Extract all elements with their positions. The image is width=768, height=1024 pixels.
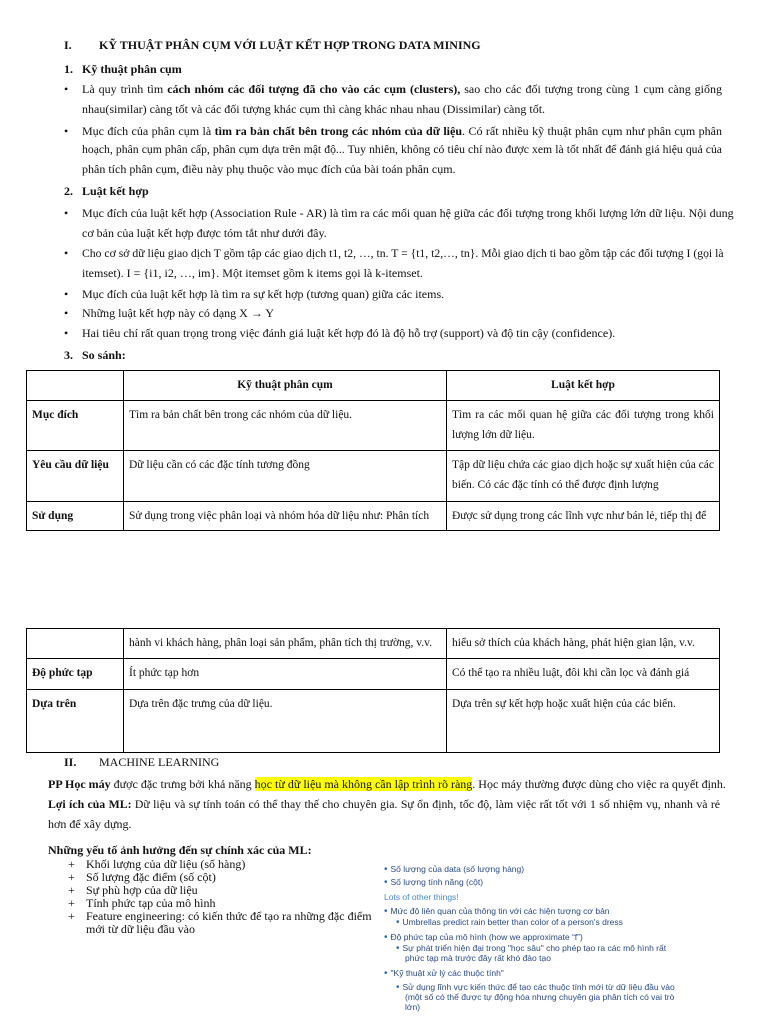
factor-item: + Số lượng đặc điểm (số cột)	[68, 870, 216, 884]
section-1-title: KỸ THUẬT PHÂN CỤM VỚI LUẬT KẾT HỢP TRONG DATA MINING	[99, 38, 481, 52]
factor-item: + Khối lượng của dữ liệu (số hàng)	[68, 857, 246, 871]
bullet-icon: •	[396, 982, 400, 993]
table-header-cell: Luật kết hợp	[447, 371, 720, 401]
sub-1-title: Kỹ thuật phân cụm	[82, 62, 182, 76]
sub-3-title: So sánh:	[82, 348, 126, 362]
factor-item: + Tính phức tạp của mô hình	[68, 896, 216, 910]
table-cell: Ít phức tạp hơn	[124, 659, 447, 690]
bullet-icon: •	[384, 877, 388, 888]
table-header-cell: Kỹ thuật phân cụm	[124, 371, 447, 401]
factor-item: + Sự phù hợp của dữ liệu	[68, 883, 198, 897]
cluster-bullet-2-line-1: Mục đích của phân cụm là tìm ra bản chất bên trong các nhóm của dữ liệu. Có rất nhiều kỹ thuật phân cụm như phân cụm phân	[82, 124, 722, 138]
slide-line: phức tạp mà trước đây rất khó đào tạo	[405, 953, 551, 963]
bullet-icon: •	[384, 864, 388, 875]
slide-line: (một số có thể được tự động hóa nhưng chuyên gia phân tích có vai trò	[405, 992, 675, 1002]
sub-2-title: Luật kết hợp	[82, 184, 149, 198]
slide-line: • Số lượng tính năng (cột)	[384, 877, 484, 888]
table-cell: Tìm ra các mối quan hệ giữa các đối tượng trong khối lượng lớn dữ liệu.	[447, 401, 720, 451]
slide-line: lớn)	[405, 1002, 421, 1012]
row-label: Yêu cầu dữ liệu	[27, 451, 124, 502]
table-row	[27, 629, 720, 659]
bullet-icon: •	[64, 206, 69, 220]
bullet-icon: •	[64, 82, 69, 96]
bullet-icon: •	[64, 326, 69, 340]
factor-item-continued: mới từ dữ liệu đầu vào	[86, 922, 196, 936]
bullet-icon: •	[64, 287, 69, 301]
bullet-icon: •	[384, 906, 388, 917]
ar-bullet-2-line-2: itemset). I = {i1, i2, …, im}. Một itemset gồm k items gọi là k-itemset.	[82, 266, 423, 280]
table-header-row	[27, 371, 720, 401]
slide-line: • Số lượng của data (số lượng hàng)	[384, 864, 525, 875]
row-label: Độ phức tạp	[27, 659, 124, 690]
bullet-icon: •	[384, 932, 388, 943]
slide-line: Lots of other things!	[384, 892, 459, 902]
slide-line: • "Kỹ thuật xử lý các thuộc tính"	[384, 968, 504, 979]
slide-line: • Umbrellas predict rain better than color of a person's dress	[396, 917, 623, 928]
section-2-title: MACHINE LEARNING	[99, 755, 220, 769]
table-cell: Có thể tạo ra nhiều luật, đôi khi cần lọc và đánh giá	[447, 659, 720, 690]
table-cell: Tìm ra bản chất bên trong các nhóm của dữ liệu.	[124, 401, 447, 451]
factors-title: Những yếu tố ảnh hưởng đến sự chính xác của ML:	[48, 843, 312, 857]
cluster-bullet-2-line-3: phân tích phân cụm, điều này phụ thuộc vào mục đích của bài toán phân cụm.	[82, 162, 456, 176]
ml-benefits-line-1: Lợi ích của ML: Dữ liệu và sự tính toán có thể thay thế cho chuyên gia. Sự ổn định, tốc độ, làm việc rất tốt với 1 số nhiệm vụ, nhanh và rẻ	[48, 797, 720, 811]
cluster-bullet-2-line-2: hoạch, phân cụm phân cấp, phân cụm dựa trên mật độ... Tuy nhiên, không có tiêu chí nào được xem là tốt nhất để đánh giá hiệu quả của	[82, 143, 722, 156]
bullet-icon: •	[396, 943, 400, 954]
ar-bullet-1-line-1: Mục đích của luật kết hợp (Association Rule - AR) là tìm ra các mối quan hệ giữa các đối tượng trong khối lượng lớn dữ liệu. Nội dung	[82, 206, 734, 220]
table-header-cell	[27, 371, 124, 401]
slide-line: • Sự phát triển hiện đại trong "học sâu" cho phép tạo ra các mô hình rất	[396, 943, 667, 954]
sub-1-num: 1.	[64, 62, 73, 76]
bullet-icon: •	[384, 968, 388, 979]
table-row	[27, 502, 720, 531]
ml-benefits-line-2: hơn để xây dựng.	[48, 817, 132, 831]
sub-2-num: 2.	[64, 184, 73, 198]
table-cell: hiểu sở thích của khách hàng, phát hiện gian lận, v.v.	[447, 629, 720, 659]
cluster-bullet-1-line-2: nhau(similar) càng tốt và các đối tượng khác cụm thì càng khác nhau nhau (Dissimilar) càng tốt.	[82, 102, 546, 116]
table-cell: Tập dữ liệu chứa các giao dịch hoặc sự xuất hiện của các biến. Có các đặc tính có thể được định lượng	[447, 451, 720, 502]
bullet-icon: •	[64, 306, 69, 320]
table-cell: Dựa trên đặc trưng của dữ liệu.	[124, 690, 447, 753]
table-cell: Sử dụng trong việc phân loại và nhóm hóa dữ liệu như: Phân tích	[124, 502, 447, 531]
bullet-icon: •	[64, 124, 69, 138]
ar-bullet-2-line-1: Cho cơ sở dữ liệu giao dịch T gồm tập các giao dịch t1, t2, …, tn. T = {t1, t2,…, tn}. Mỗi giao dịch ti bao gồm tập các đối tượng I (gọi là	[82, 247, 724, 260]
table-row	[27, 690, 720, 753]
table-cell: Được sử dụng trong các lĩnh vực như bán lẻ, tiếp thị để	[447, 502, 720, 531]
ar-bullet-4: Những luật kết hợp này có dạng X → Y	[82, 306, 275, 320]
slide-line: • Độ phức tạp của mô hình (how we approximate “f”)	[384, 932, 583, 943]
row-label	[27, 629, 124, 659]
ar-bullet-3: Mục đích của luật kết hợp là tìm ra sự kết hợp (tương quan) giữa các items.	[82, 287, 445, 301]
row-label: Mục đích	[27, 401, 124, 451]
comparison-table-part-1	[26, 370, 720, 531]
table-cell: Dữ liệu cần có các đặc tính tương đồng	[124, 451, 447, 502]
embedded-slide-image	[380, 858, 710, 1020]
ml-definition: PP Học máy được đặc trưng bởi khả năng học từ dữ liệu mà không cần lập trình rõ ràng. Học máy thường được dùng cho việc ra quyết định.	[48, 777, 726, 791]
comparison-table-part-2	[26, 628, 720, 753]
ar-bullet-5: Hai tiêu chí rất quan trọng trong việc đánh giá luật kết hợp đó là độ hỗ trợ (support) và độ tin cậy (confidence).	[82, 326, 616, 340]
table-cell: Dựa trên sự kết hợp hoặc xuất hiện của các biến.	[447, 690, 720, 753]
section-1-numeral: I.	[64, 38, 72, 52]
table-row	[27, 451, 720, 502]
table-cell: hành vi khách hàng, phân loại sản phẩm, phân tích thị trường, v.v.	[124, 629, 447, 659]
table-row	[27, 401, 720, 451]
bullet-icon: •	[64, 246, 69, 260]
ar-bullet-1-line-2: cơ bản của luật kết hợp được tóm tắt như dưới đây.	[82, 226, 327, 240]
table-row	[27, 659, 720, 690]
slide-line: • Sử dụng lĩnh vực kiến thức để tạo các thuộc tính mới từ dữ liệu đầu vào	[396, 982, 675, 993]
factor-item: + Feature engineering: có kiến thức để tạo ra những đặc điểm	[68, 909, 372, 923]
sub-3-num: 3.	[64, 348, 73, 362]
row-label: Sử dụng	[27, 502, 124, 531]
cluster-bullet-1-line-1: Là quy trình tìm cách nhóm các đối tượng đã cho vào các cụm (clusters), sao cho các đối tượng trong cùng 1 cụm càng giống	[82, 82, 723, 96]
row-label: Dựa trên	[27, 690, 124, 753]
section-2-numeral: II.	[64, 755, 77, 769]
slide-line: • Mức độ liên quan của thông tin với các hiện tượng cơ bản	[384, 906, 610, 917]
bullet-icon: •	[396, 917, 400, 928]
highlighted-text: học từ dữ liệu mà không cần lập trình rõ ràng	[254, 777, 473, 791]
